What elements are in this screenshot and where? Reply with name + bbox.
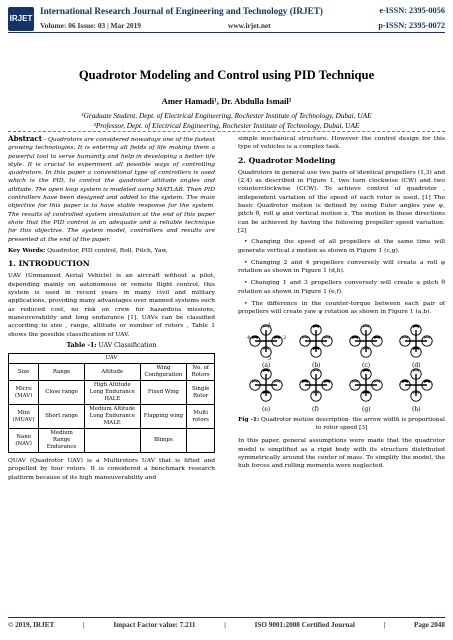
table-cell: Mini (MUAV) [9, 405, 39, 429]
footer-impact: Impact Factor value: 7.211 [113, 621, 196, 629]
bullet-item: • Changing 1 and 3 propellers conversely will create a pitch θ rotation as shown in Figure 1 (e,f). [238, 279, 445, 295]
rotor-speed-arrow [424, 337, 430, 338]
figure-subfigure-label: (h) [412, 405, 421, 413]
figure-caption-text: Quadrotor motion description- the arrow width is proportional to rotor speed [3] [259, 416, 445, 431]
rotor-number-label: 3 [268, 355, 272, 362]
table-cell: Nano (NAV) [9, 429, 39, 453]
uav-classification-table [8, 353, 215, 453]
table-row [9, 381, 215, 405]
figure-subfigure-label: (e) [262, 405, 271, 413]
rotor-speed-arrow [302, 337, 308, 338]
figure-subfigure-label: (b) [312, 361, 321, 369]
table-cell: Medium Altitude Long Endurance MALE [85, 405, 141, 429]
quadrotor-motion-figure [242, 321, 440, 413]
pissn: p-ISSN: 2395-0072 [378, 21, 445, 30]
table-cell: Single Rotor [187, 381, 215, 405]
table-cell [187, 429, 215, 453]
continued-text: simple mechanical structure. However the control design for this type of vehicles is a complex task. [238, 135, 445, 151]
rotor-number-label: 1 [268, 321, 272, 328]
figure-subfigure-label: (c) [362, 361, 371, 369]
keywords [8, 247, 215, 255]
bullet-item: • Changing the speed of all propellers at the same time will generate vertical z motion as shown in Figure 1 (c,g). [238, 238, 445, 254]
keywords-text: Quadrotor, PID control, Roll, Pitch, Yaw, [45, 246, 168, 254]
table-row [9, 429, 215, 453]
rotor-speed-arrow [352, 381, 358, 382]
rotor-speed-arrow [313, 326, 319, 327]
paper-authors: Amer Hamadi¹, Dr. Abdulla Ismail² [161, 96, 292, 106]
table-header-size: Size [9, 364, 39, 381]
table-cell: Blimps [140, 429, 187, 453]
bullet-item: • The difference in the counter-torque between each pair of propellers will create yaw ψ rotation as shown in Figure 1 (a,b). [238, 300, 445, 316]
affiliation-2: ²Professor, Dept. of Electrical Engineering, Rochester Institute of Technology, Dubai, UAE [93, 121, 360, 130]
table-caption [8, 342, 215, 350]
closing-text: In this paper, general assumptions were made that the quadrotor model is simplified as a rigid body with its structure distributed symmetrically around the center of mass. To simplify the model, the hub forces and rolling moments were neglected. [238, 437, 445, 470]
table-cell: Fixed Wing [140, 381, 187, 405]
figure-caption [238, 416, 445, 433]
abstract-text: - Quadrotors are considered nowadays one of the fastest growing technologies. It is entering all fields of life making them a powerful tool to serve humanity and help in developing a better life style. It is crucial to experiment all possible ways of controlling quadrotors. In this paper a conventional type of controllers is used which is the PID, to control the quadrotor attitude angles and altitude. The open loop system is modeled using MATLAB. Then PID controllers have been designed and added to the system. The main objective for this paper is to have stable response for the system. The results of controlled system simulation at the end of this paper show that the PID control is an adequate and a reliable technique for this objective. The system model, controllers and results are presented at the end of the paper. [8, 136, 215, 243]
footer-divider: | [224, 621, 226, 629]
rotor-speed-arrow [363, 370, 369, 371]
rotor-speed-arrow [413, 370, 419, 371]
section-separator [8, 131, 445, 132]
rotor-number-label: 4 [247, 334, 251, 341]
rotor-speed-arrow [402, 381, 408, 382]
table-header-wing: Wing Configuration [140, 364, 187, 381]
footer-rule [8, 617, 445, 618]
modeling-text: Quadrotors in general use two pairs of identical propellers (1,3) and (2,4) as described in Figure 1, two turn clockwise (CW) and two counterclockwise (CCW). To achieve control of quadrotor , independent variation of the speed of each rotor is used. [1] The basic Quadrotor motion is defined by using Euler angles yaw ψ, pitch θ, roll φ and vertical motion z. The motion in these directions can be achieved by having the following propeller speed variation: [2] [238, 168, 445, 234]
table-cell: High Altitude Long Endurance HALE [85, 381, 141, 405]
right-column [238, 135, 445, 473]
rotor-speed-arrow [374, 381, 380, 382]
table-cell [85, 429, 141, 453]
table-cell: Short range [39, 405, 85, 429]
rotor-speed-arrow [313, 370, 319, 371]
table-cell: Close range [39, 381, 85, 405]
volume-issue: Volume: 06 Issue: 03 | Mar 2019 [40, 21, 141, 30]
rotor-speed-arrow [324, 337, 330, 338]
intro-heading: 1. INTRODUCTION [8, 259, 90, 269]
rotor-speed-arrow [263, 370, 269, 371]
table-caption-text: UAV Classification [96, 341, 157, 349]
abstract-label: Abstract [8, 134, 43, 143]
intro-text: UAV (Unmanned Aerial Vehicle) is an aircraft without a pilot, depending mainly on autonomous or remote flight control, this system is used in recent years in many civil and military applications, providing many advantages over manned systems such as reduced cost, no risk on crew for hazardous missions, maneuverability and long endurance [1]. UAVs can be classified according to size , range, altitude or number of rotors , Table 1 shows the possible classification of UAV. [8, 272, 215, 338]
table-caption-label: Table -1: [66, 341, 97, 349]
rotor-speed-arrow [374, 337, 380, 338]
footer-divider: | [383, 621, 386, 629]
modeling-heading: 2. Quadrotor Modeling [238, 155, 336, 165]
figure-caption-label: Fig -1: [238, 416, 260, 423]
header-rule [8, 32, 445, 33]
table-cell: Medium Range Endurance [39, 429, 85, 453]
table-header-altitude: Altitude [85, 364, 141, 381]
figure-subfigure-label: (g) [362, 405, 371, 413]
rotor-number-label: 2 [283, 334, 287, 341]
left-column [8, 135, 215, 485]
table-row [9, 405, 215, 429]
rotor-speed-arrow [252, 381, 258, 382]
figure-subfigure-label: (a) [262, 361, 271, 369]
footer-iso: ISO 9001:2008 Certified Journal [254, 621, 355, 629]
rotor-speed-arrow [274, 381, 280, 382]
rotor-speed-arrow [302, 381, 308, 382]
rotor-speed-arrow [352, 337, 358, 338]
rotor-speed-arrow [402, 337, 408, 338]
page-footer [8, 621, 445, 629]
journal-name: International Research Journal of Engineering and Technology (IRJET) [40, 6, 323, 16]
bullet-item: • Changing 2 and 4 propellers conversely will create a roll φ rotation as shown in Figure 1 (d,h). [238, 258, 445, 275]
rotor-speed-arrow [413, 326, 419, 327]
footer-divider: | [83, 621, 85, 629]
figure-subfigure-label: (f) [312, 405, 319, 413]
paper-title: Quadrotor Modeling and Control using PID Technique [78, 68, 375, 82]
rotor-speed-arrow [424, 381, 430, 382]
figure-subfigure-label: (d) [412, 361, 421, 369]
after-table-text: QUAV (Quadrotor UAV) is a Multirotors UAV that is lifted and propelled by four rotors. It is considered a benchmark research platform because of its high maneuverability and [8, 457, 215, 481]
abstract [8, 135, 215, 244]
journal-header [0, 0, 453, 60]
rotor-speed-arrow [324, 381, 330, 382]
rotor-speed-arrow [274, 337, 280, 338]
table-group-header: UAV [9, 354, 215, 364]
rotor-speed-arrow [252, 337, 258, 338]
footer-page: Page 2048 [414, 621, 445, 629]
footer-copyright: © 2019, IRJET [8, 621, 55, 629]
eissn: e-ISSN: 2395-0056 [379, 6, 445, 15]
keywords-label: Key Words: [8, 246, 46, 254]
table-cell: Micro (MAV) [9, 381, 39, 405]
affiliation-1: ¹Graduate Student, Dept. of Electrical Engineering, Rochester Institute of Technology, Dubai, UAE [81, 111, 372, 120]
journal-website-link[interactable]: www.irjet.net [228, 21, 271, 30]
table-cell: Flapping wing [140, 405, 187, 429]
table-cell: Multi rotors [187, 405, 215, 429]
table-header-range: Range [39, 364, 85, 381]
table-header-rotors: No. of Rotors [187, 364, 215, 381]
journal-logo: IRJET [8, 7, 34, 31]
rotor-speed-arrow [363, 326, 369, 327]
